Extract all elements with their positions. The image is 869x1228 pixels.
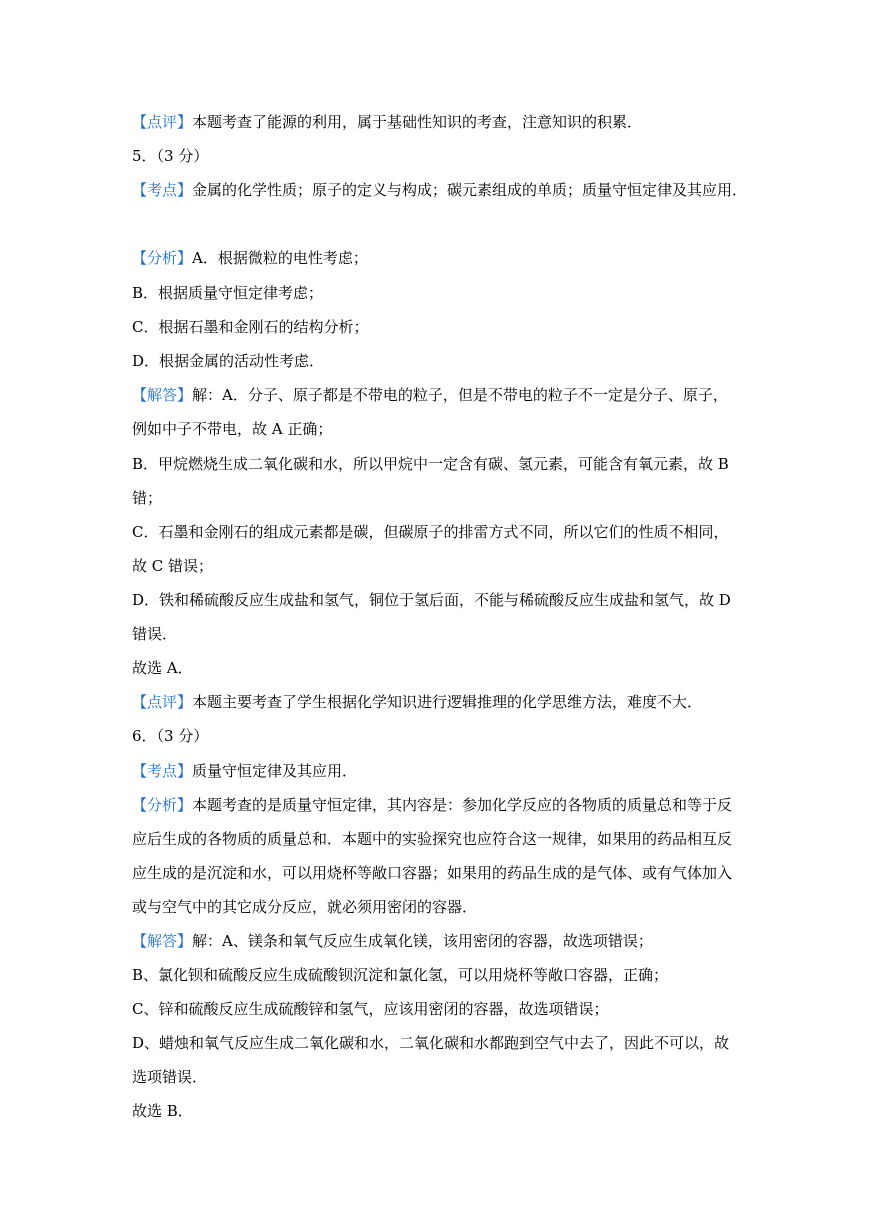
text-line xyxy=(132,248,368,268)
text-line xyxy=(132,999,608,1019)
line-text: D、蜡烛和氧气反应生成二氧化碳和水，二氧化碳和水都跑到空气中去了，因此不可以，故 xyxy=(132,1034,730,1052)
text-line xyxy=(132,112,642,132)
line-text: 错误． xyxy=(132,625,178,643)
section-tag: 【分析】 xyxy=(132,796,193,814)
line-text: 解：A．分子、原子都是不带电的粒子，但是不带电的粒子不一定是分子、原子， xyxy=(192,386,728,404)
line-text: 故选 B． xyxy=(132,1102,193,1120)
line-text: 例如中子不带电，故 A 正确； xyxy=(132,420,333,438)
section-tag: 【考点】 xyxy=(132,181,193,199)
text-line xyxy=(132,351,324,371)
line-text: B、氯化钡和硫酸反应生成硫酸钡沉淀和氯化氢，可以用烧杯等敞口容器，正确； xyxy=(132,966,669,984)
text-line xyxy=(132,488,162,508)
text-line xyxy=(132,1101,193,1121)
text-line xyxy=(132,761,357,781)
line-text: 故选 A． xyxy=(132,659,193,677)
line-text: 6．（3 分） xyxy=(132,727,209,745)
text-line xyxy=(132,454,729,474)
text-line xyxy=(132,863,732,883)
line-text: A．根据微粒的电性考虑； xyxy=(192,249,368,267)
text-line xyxy=(132,965,668,985)
text-line xyxy=(132,146,208,166)
line-text: 金属的化学性质；原子的定义与构成；碳元素组成的单质；质量守恒定律及其应用． xyxy=(192,181,748,199)
line-text: 5．（3 分） xyxy=(132,147,209,165)
line-text: 解：A、镁条和氧气反应生成氧化镁，该用密闭的容器，故选项错误； xyxy=(192,932,653,950)
text-line xyxy=(132,658,193,678)
section-tag: 【点评】 xyxy=(132,693,193,711)
section-tag: 【考点】 xyxy=(132,762,193,780)
section-tag: 【解答】 xyxy=(132,386,193,404)
line-text: 错； xyxy=(132,489,163,507)
section-tag: 【点评】 xyxy=(132,113,193,131)
line-text: B．甲烷燃烧生成二氧化碳和水，所以甲烷中一定含有碳、氢元素，可能含有氧元素，故 B xyxy=(132,455,729,473)
text-line xyxy=(132,726,208,746)
line-text: 本题考查了能源的利用，属于基础性知识的考查，注意知识的积累． xyxy=(192,113,643,131)
text-line xyxy=(132,522,728,542)
line-text: B．根据质量守恒定律考虑； xyxy=(132,284,324,302)
text-line xyxy=(132,283,323,303)
line-text: C．根据石墨和金刚石的结构分析； xyxy=(132,318,369,336)
text-line xyxy=(132,795,732,815)
text-line xyxy=(132,419,332,439)
line-text: 选项错误． xyxy=(132,1068,208,1086)
line-text: 本题主要考查了学生根据化学知识进行逻辑推理的化学思维方法，难度不大． xyxy=(192,693,703,711)
line-text: 应后生成的各物质的质量总和．本题中的实验探究也应符合这一规律，如果用的药品相互反 xyxy=(132,830,733,848)
text-line xyxy=(132,180,747,200)
text-line xyxy=(132,1067,207,1087)
line-text: 本题考查的是质量守恒定律，其内容是：参加化学反应的各物质的质量总和等于反 xyxy=(192,796,733,814)
section-tag: 【分析】 xyxy=(132,249,193,267)
line-text: 或与空气中的其它成分反应，就必须用密闭的容器． xyxy=(132,898,478,916)
text-line xyxy=(132,1033,729,1053)
text-line xyxy=(132,556,213,576)
line-text: C．石墨和金刚石的组成元素都是碳，但碳原子的排雷方式不同，所以它们的性质不相同， xyxy=(132,523,729,541)
text-line xyxy=(132,829,732,849)
text-line xyxy=(132,931,653,951)
text-line xyxy=(132,692,702,712)
line-text: 故 C 错误； xyxy=(132,557,214,575)
line-text: 应生成的是沉淀和水，可以用烧杯等敞口容器；如果用的药品生成的是气体、或有气体加入 xyxy=(132,864,733,882)
text-line xyxy=(132,317,368,337)
text-line xyxy=(132,897,477,917)
text-line xyxy=(132,590,731,610)
line-text: D．根据金属的活动性考虑． xyxy=(132,352,325,370)
line-text: D．铁和稀硫酸反应生成盐和氢气，铜位于氢后面，不能与稀硫酸反应生成盐和氢气，故 D xyxy=(132,591,731,609)
line-text: 质量守恒定律及其应用． xyxy=(192,762,358,780)
line-text: C、锌和硫酸反应生成硫酸锌和氢气，应该用密闭的容器，故选项错误； xyxy=(132,1000,609,1018)
section-tag: 【解答】 xyxy=(132,932,193,950)
text-line xyxy=(132,624,177,644)
text-line xyxy=(132,385,728,405)
